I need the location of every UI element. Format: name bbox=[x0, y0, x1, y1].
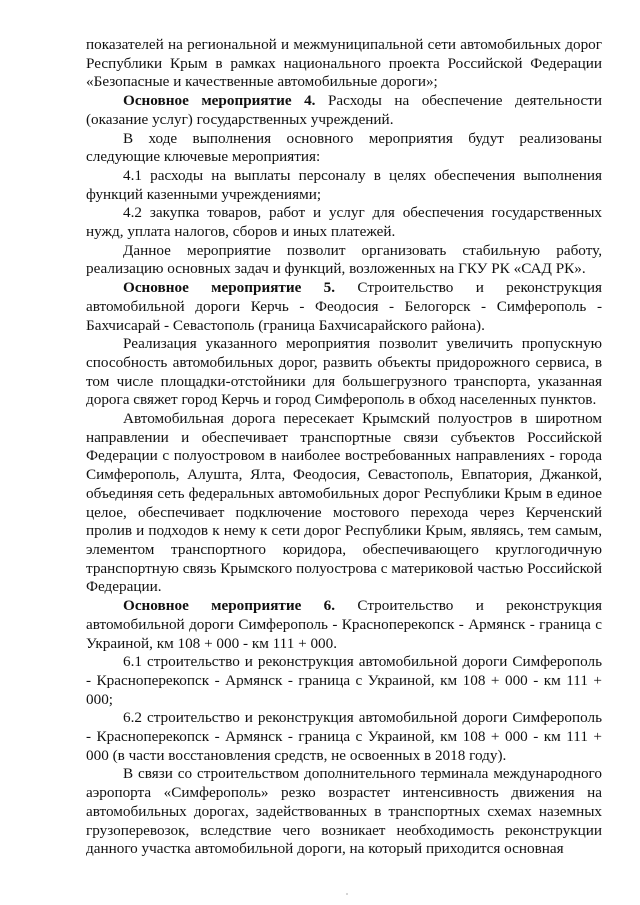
paragraph-item-6-1: 6.1 строительство и реконструкция автомобильной дороги Симферополь - Красноперекопск - Армянск - граница с Украиной, км 108 + 000 - км 111 + 000; bbox=[86, 653, 602, 708]
measure-6-text: Строительство и реконструкция автомобильной дороги Симферополь - Красноперекопск - Армянск - граница с Украиной, км 108 + 000 - км 111 + 000. bbox=[86, 597, 602, 652]
measure-4-text: Расходы на обеспечение деятельности (оказание услуг) государственных учреждений. bbox=[86, 92, 602, 128]
paragraph-measure-5 bbox=[86, 279, 602, 335]
paragraph-measure-4-outcome: Данное мероприятие позволит организовать стабильную работу, реализацию основных задач и функций, возложенных на ГКУ РК «САД РК». bbox=[86, 241, 602, 278]
document-page bbox=[86, 36, 602, 859]
paragraph-item-4-1: 4.1 расходы на выплаты персоналу в целях обеспечения выполнения функций казенными учреждениями; bbox=[86, 166, 602, 203]
measure-5-text: Строительство и реконструкция автомобильной дороги Керчь - Феодосия - Белогорск - Симферополь - Бахчисарай - Севастополь (граница Бахчисарайского района). bbox=[86, 279, 602, 334]
paragraph-continuation: показателей на региональной и межмуниципальной сети автомобильных дорог Республики Крым в рамках национального проекта Российской Федерации «Безопасные и качественные автомобильные дороги»; bbox=[86, 36, 602, 91]
measure-4-heading: Основное мероприятие 4. bbox=[123, 92, 316, 110]
paragraph-measure-6 bbox=[86, 597, 602, 653]
paragraph-item-6-2: 6.2 строительство и реконструкция автомобильной дороги Симферополь - Красноперекопск - Армянск - граница с Украиной, км 108 + 000 - км 111 + 000 (в части восстановления средств, не освоенных в 2018 году). bbox=[86, 709, 602, 764]
paragraph-key-measures-intro: В ходе выполнения основного мероприятия будут реализованы следующие ключевые мероприятия: bbox=[86, 129, 602, 166]
measure-5-heading: Основное мероприятие 5. bbox=[123, 279, 336, 297]
paragraph-road-description: Автомобильная дорога пересекает Крымский полуостров в широтном направлении и обеспечивает транспортные связи субъектов Российской Федерации с полуостровом в наиболее востребованных направлениях - города Симферополь, Алушта, Ялта, Феодосия, Севастополь, Евпатория, Джанкой, объединяя сеть федеральных автомобильных дорог Республики Крым в единое целое, обеспечивает подключение мостового перехода через Керченский пролив и подходов к нему к сети дорог Республики Крым, являясь, тем самым, элементом транспортного коридора, обеспечивающего круглогодичную транспортную связь Крымского полуострова с материковой частью Российской Федерации. bbox=[86, 410, 602, 596]
paragraph-measure-5-outcome: Реализация указанного мероприятия позволит увеличить пропускную способность автомобильных дорог, развить объекты придорожного сервиса, в том числе площадки-отстойники для большегрузного транспорта, указанная дорога свяжет город Керчь и город Симферополь в обход населенных пунктов. bbox=[86, 335, 602, 409]
paragraph-airport-terminal: В связи со строительством дополнительного терминала международного аэропорта «Симферополь» резко возрастет интенсивность движения на автомобильных дорогах, задействованных в транспортных схемах наземных грузоперевозок, вследствие чего возникает необходимость реконструкции данного участка автомобильной дороги, на который приходится основная bbox=[86, 765, 602, 858]
measure-6-heading: Основное мероприятие 6. bbox=[123, 597, 336, 615]
scan-speck bbox=[346, 893, 348, 895]
paragraph-item-4-2: 4.2 закупка товаров, работ и услуг для обеспечения государственных нужд, уплата налогов, сборов и иных платежей. bbox=[86, 204, 602, 241]
paragraph-measure-4 bbox=[86, 92, 602, 129]
